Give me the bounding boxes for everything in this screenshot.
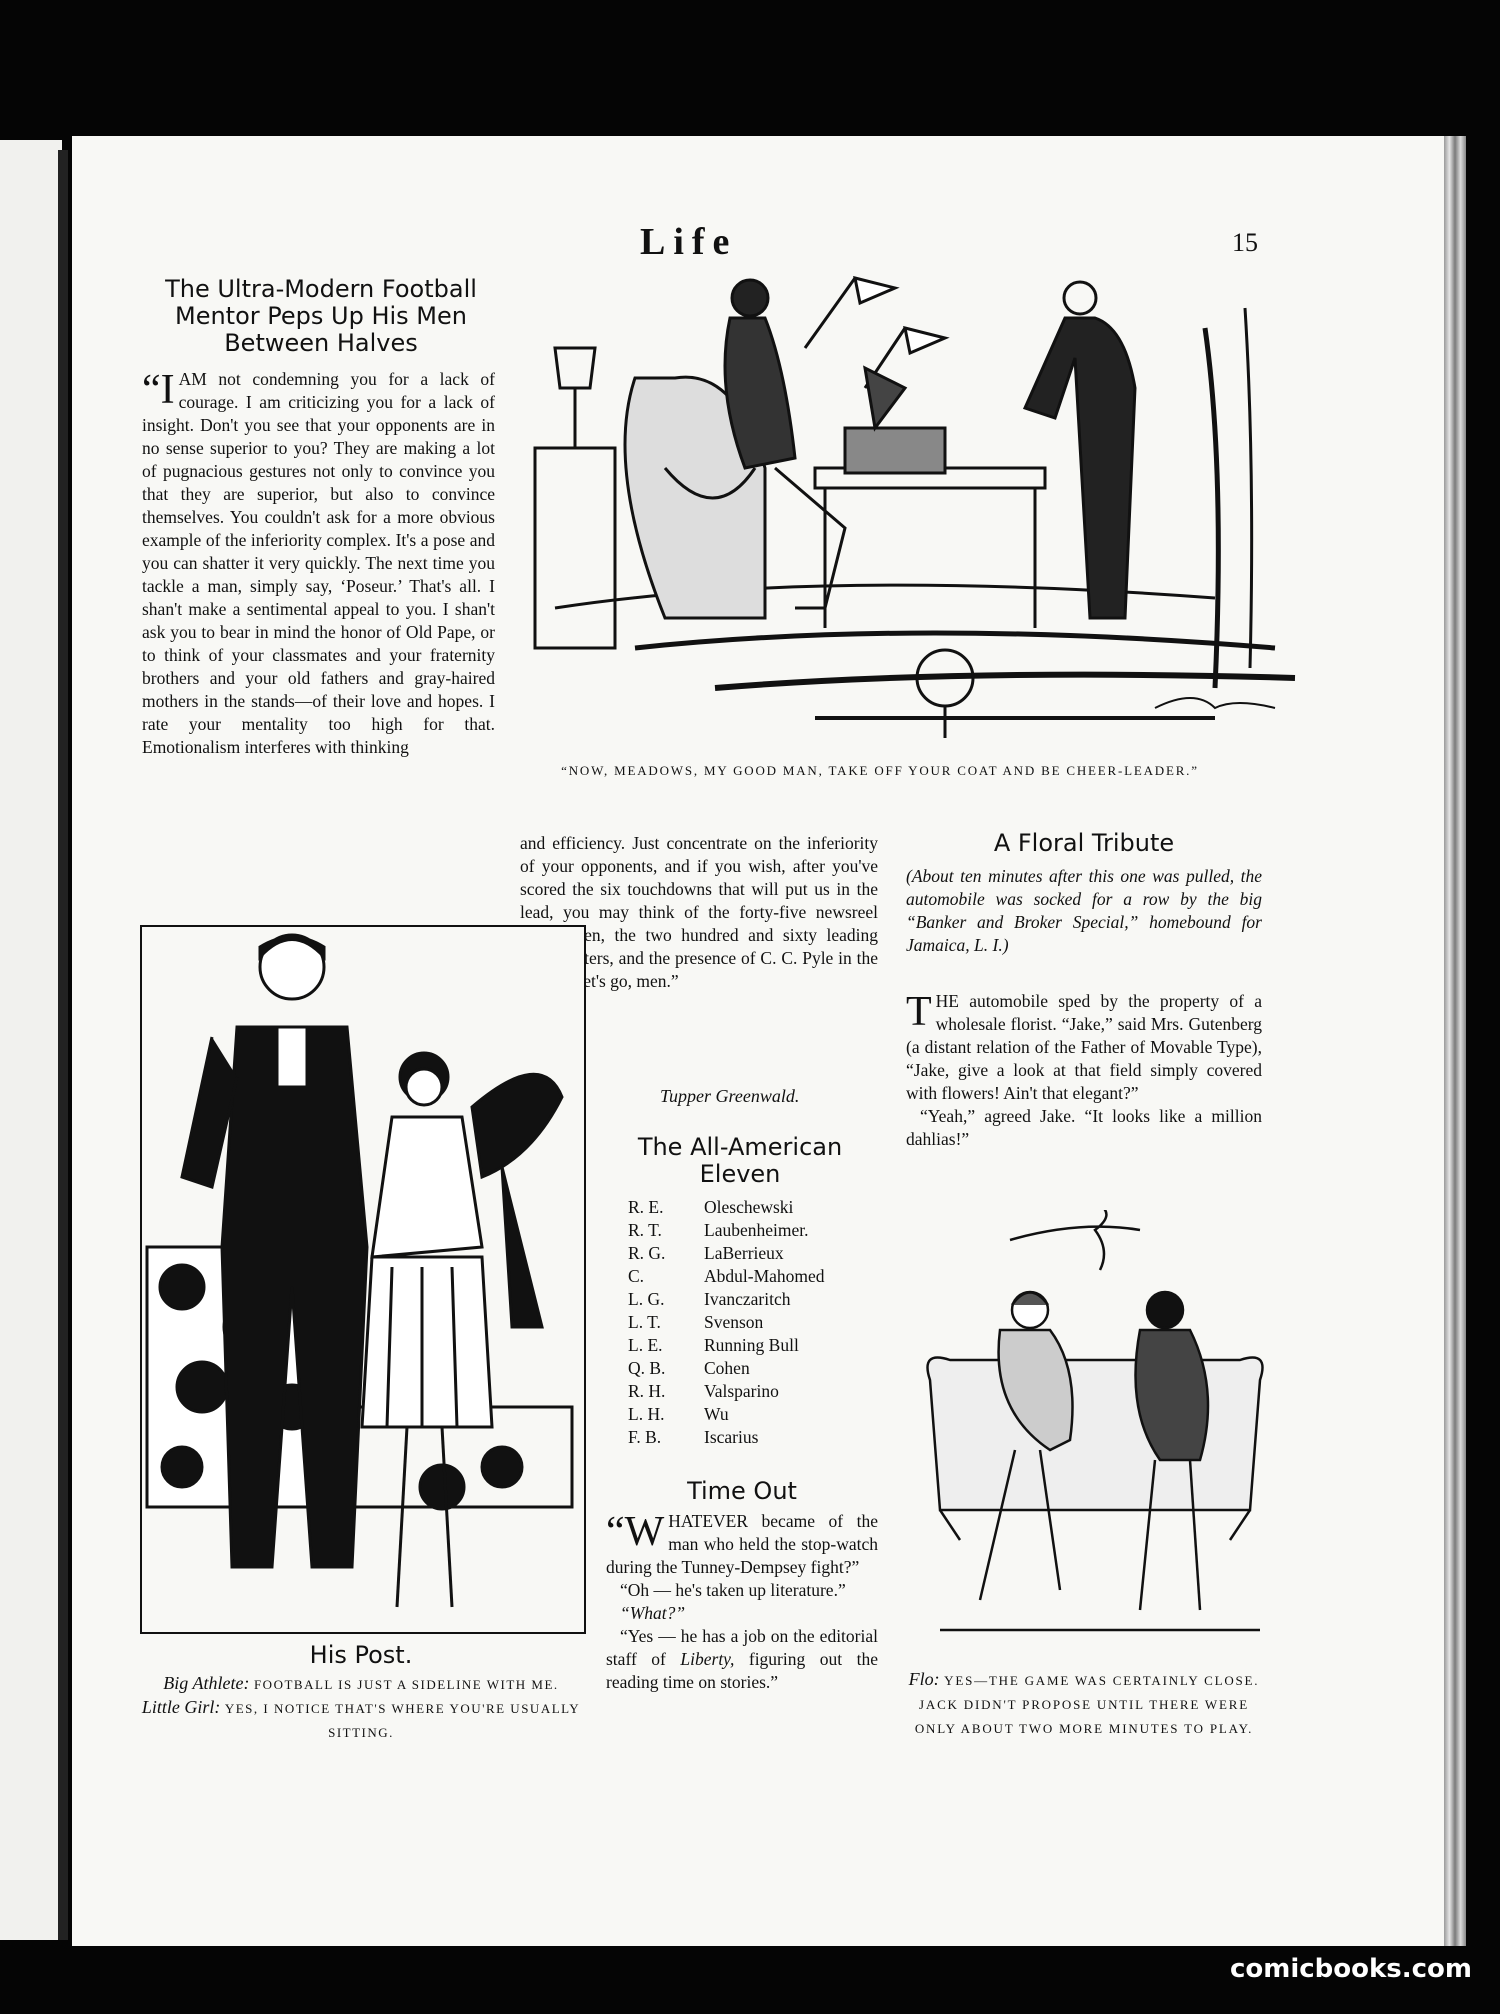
time-out-body xyxy=(606,1510,878,1694)
masthead: Life xyxy=(640,221,738,263)
mentor-col1-text: AM not condemning you for a lack of courage. I am criticizing you for a lack of insight. Don't you see that your opponents are in no sense superior to you? They are making a lot of pugnacious gestures not only to convince you that they are superior, but also to convince themselves. You couldn't ask for a more obvious example of the inferiority complex. It's a pose and you can shatter it very quickly. The next time you tackle a man, simply say, ‘Poseur.’ That's all. I shan't make a sentimental appeal to you. I shan't ask you to bear in mind the honor of Old Pape, or to think of your classmates and your fraternity brothers and your old fathers and gray-haired mothers in the stands—of their love and hopes. I rate your mentality too high for that. Emotionalism interferes with thinking xyxy=(142,369,495,757)
watermark: comicbooks.com xyxy=(1229,1954,1472,1984)
page-stack-edge xyxy=(1444,136,1466,1946)
floral-dropcap: T xyxy=(906,989,932,1035)
lineup-row: R. T. Laubenheimer. xyxy=(628,1220,809,1240)
lineup-row: Q. B. Cohen xyxy=(628,1358,750,1378)
lineup-row: L. E. Running Bull xyxy=(628,1335,799,1355)
his-post-title: His Post. xyxy=(309,1641,413,1669)
lineup-row: R. E. Oleschewski xyxy=(628,1197,794,1217)
time-out-p1: HATEVER became of the man who held the stop-watch during the Tunney-Dempsey fight?” xyxy=(606,1511,878,1577)
floral-p1: HE automobile sped by the property of a wholesale florist. “Jake,” said Mrs. Gutenberg (a distant relation of the Father of Movable Type), “Jake, give a look at that field simply covered with flowers! Ain't that elegant?” xyxy=(906,991,1262,1103)
flo-illustration xyxy=(900,1210,1290,1660)
mentor-headline: The Ultra-Modern Football Mentor Peps Up His Men Between Halves xyxy=(165,275,477,357)
mentor-column-1 xyxy=(142,368,495,898)
speaker-little-girl: Little Girl: xyxy=(141,1697,221,1717)
lineup-row: C. Abdul-Mahomed xyxy=(628,1266,825,1286)
speaker-flo: Flo: xyxy=(908,1669,940,1689)
lineup-row: L. T. Svenson xyxy=(628,1312,764,1332)
lineup-row: R. G. LaBerrieux xyxy=(628,1243,784,1263)
time-out-p2: “Oh — he's taken up literature.” xyxy=(620,1580,846,1600)
flo-line: YES—THE GAME WAS CERTAINLY CLOSE. JACK DIDN'T PROPOSE UNTIL THERE WERE ONLY ABOUT TWO MORE MINUTES TO PLAY. xyxy=(914,1673,1260,1736)
lineup-row: L. G. Ivanczaritch xyxy=(628,1289,791,1309)
big-athlete-line: FOOTBALL IS JUST A SIDELINE WITH ME. xyxy=(253,1677,559,1692)
floral-body xyxy=(906,990,1262,1151)
little-girl-line: YES, I NOTICE THAT'S WHERE YOU'RE USUALLY SITTING. xyxy=(224,1701,581,1740)
mentor-author: Tupper Greenwald. xyxy=(660,1086,800,1106)
all-american-headline: The All-American Eleven xyxy=(637,1133,843,1188)
lineup-row: F. B. Iscarius xyxy=(628,1427,759,1447)
floral-headline: A Floral Tribute xyxy=(993,829,1175,857)
time-out-headline: Time Out xyxy=(687,1477,797,1505)
floral-intro: (About ten minutes after this one was pulled, the automobile was socked for a row by the big “Banker and Broker Special,” homebound for Jamaica, L. I.) xyxy=(906,866,1262,955)
cartoon-cheerleader-illustration xyxy=(515,268,1315,758)
all-american-lineup xyxy=(628,1196,888,1449)
time-out-p3: “What?” xyxy=(620,1603,686,1623)
lineup-row: L. H. Wu xyxy=(628,1404,729,1424)
time-out-dropcap: “W xyxy=(606,1509,665,1555)
binding-spine xyxy=(58,150,68,1940)
floral-p2: “Yeah,” agreed Jake. “It looks like a million dahlias!” xyxy=(906,1106,1262,1149)
previous-page-edge xyxy=(0,140,62,1940)
lineup-row: R. H. Valsparino xyxy=(628,1381,779,1401)
cheerleader-caption: “NOW, MEADOWS, MY GOOD MAN, TAKE OFF YOUR COAT AND BE CHEER-LEADER.” xyxy=(561,763,1199,778)
page-number: 15 xyxy=(1232,228,1258,257)
speaker-big-athlete: Big Athlete: xyxy=(163,1673,250,1693)
his-post-caption xyxy=(140,1672,582,1744)
mentor-dropcap: “I xyxy=(142,368,175,413)
flo-caption xyxy=(906,1668,1262,1740)
time-out-p4: “Yes — he has a job on the editorial staff of Liberty, figuring out the reading time on stories.” xyxy=(606,1626,879,1692)
his-post-illustration xyxy=(140,925,586,1634)
mentor-col2-text: and efficiency. Just concentrate on the inferiority of your opponents, and if you wish, after you've scored the six touchdowns that will put us in the lead, you may think of the forty-five newsreel cameramen, the two hundred and sixty leading sport-writers, and the presence of C. C. Pyle in the stands. Let's go, men.” xyxy=(520,833,878,991)
